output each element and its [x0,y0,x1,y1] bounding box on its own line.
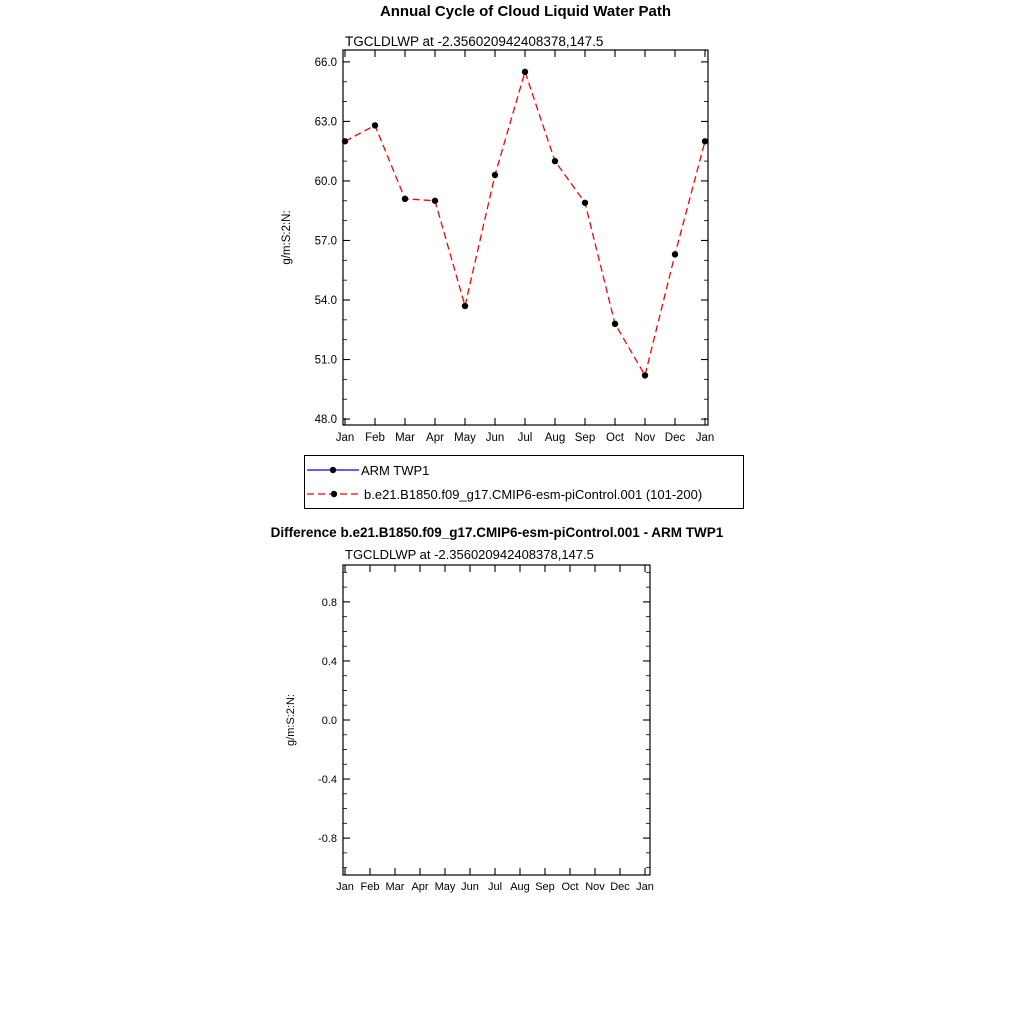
difference-subtitle: TGCLDLWP at -2.356020942408378,147.5 [345,547,594,562]
data-point [582,200,588,206]
legend-label-arm-twp1: ARM TWP1 [361,462,430,478]
x-tick-label: Feb [365,432,385,444]
data-point [432,198,438,204]
difference-title: Difference b.e21.B1850.f09_g17.CMIP6-esm-piControl.001 - ARM TWP1 [270,525,724,540]
x-tick-label: Jul [487,881,503,893]
data-point [702,138,708,144]
x-tick-label: Jul [517,432,533,444]
data-point [372,122,378,128]
legend [304,455,744,509]
y-tick-label: 54.0 [314,295,337,308]
y-axis-label: g/m:S:2:N: [281,210,293,265]
data-point [642,372,648,378]
x-tick-label: May [434,881,456,893]
x-tick-label: Jan [336,881,354,893]
annual-cycle-subtitle: TGCLDLWP at -2.356020942408378,147.5 [345,34,604,49]
difference-plot [270,560,700,905]
x-tick-label: Feb [360,881,380,893]
x-tick-label: Jun [461,881,479,893]
y-tick-label: 51.0 [314,354,337,367]
x-tick-label: Oct [561,881,579,893]
y-tick-label: 0.8 [321,596,337,609]
x-tick-label: Jan [335,432,355,444]
x-tick-label: Jun [485,432,505,444]
annual-cycle-plot [270,45,760,465]
legend-line-sample-solid [307,464,359,476]
x-tick-label: Apr [426,432,444,444]
x-tick-label: Aug [510,881,530,893]
y-tick-label: 66.0 [314,56,337,69]
data-point [492,172,498,178]
y-tick-label: -0.8 [318,832,337,845]
y-tick-label: -0.4 [318,773,337,786]
y-tick-label: 48.0 [314,414,337,427]
y-tick-label: 60.0 [314,175,337,188]
legend-item-arm-twp1 [307,458,743,482]
legend-marker-dot [331,491,337,497]
data-point [672,251,678,257]
x-tick-label: Oct [606,432,624,444]
legend-label-model: b.e21.B1850.f09_g17.CMIP6-esm-piControl.001 (101-200) [364,486,703,502]
legend-line-sample-dashed [307,488,362,500]
x-tick-label: Nov [634,432,656,444]
data-point [612,321,618,327]
y-axis-label: g/m:S:2:N: [285,694,297,746]
x-tick-label: Sep [574,432,596,444]
x-tick-label: Dec [610,881,630,893]
x-tick-label: Nov [585,881,605,893]
x-tick-label: Mar [385,881,405,893]
y-tick-label: 57.0 [314,235,337,248]
x-tick-label: Dec [664,432,686,444]
plot-box [343,50,708,425]
x-tick-label: May [454,432,476,444]
x-tick-label: Apr [411,881,429,893]
x-tick-label: Jan [636,881,654,893]
data-point [522,69,528,75]
y-tick-label: 0.0 [321,714,337,727]
series-line [345,72,705,376]
annual-cycle-title: Annual Cycle of Cloud Liquid Water Path [379,3,672,20]
legend-marker-dot [330,467,336,473]
y-tick-label: 0.4 [321,655,337,668]
data-point [552,158,558,164]
data-point [402,196,408,202]
x-tick-label: Sep [535,881,555,893]
x-tick-label: Mar [395,432,415,444]
data-point [342,138,348,144]
x-tick-label: Jan [695,432,715,444]
data-point [462,303,468,309]
x-tick-label: Aug [544,432,566,444]
legend-item-model [307,482,743,506]
y-tick-label: 63.0 [314,116,337,129]
plot-box [343,565,650,875]
